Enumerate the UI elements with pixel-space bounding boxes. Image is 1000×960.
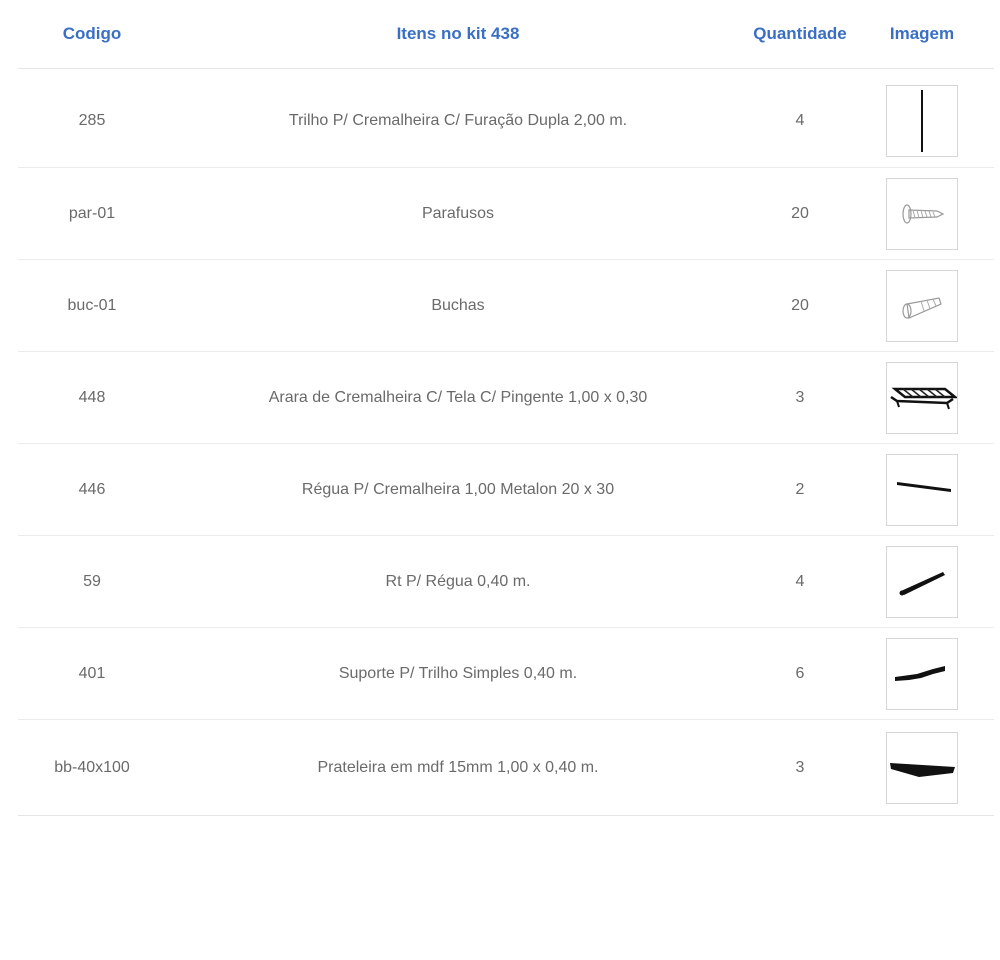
table-row	[18, 352, 994, 444]
bar-bracket-icon[interactable]	[886, 546, 958, 618]
table-row	[18, 444, 994, 536]
row-code: buc-01	[18, 260, 166, 352]
row-quantity: 2	[750, 444, 850, 536]
row-image-cell	[850, 168, 994, 260]
row-code: bb-40x100	[18, 720, 166, 816]
row-item: Rt P/ Régua 0,40 m.	[166, 536, 750, 628]
row-quantity: 3	[750, 720, 850, 816]
table-row	[18, 720, 994, 816]
row-code: 448	[18, 352, 166, 444]
row-image-cell	[850, 75, 994, 168]
row-item: Régua P/ Cremalheira 1,00 Metalon 20 x 30	[166, 444, 750, 536]
row-image-cell	[850, 352, 994, 444]
table-row	[18, 168, 994, 260]
table-row	[18, 628, 994, 720]
row-item: Buchas	[166, 260, 750, 352]
table-row	[18, 75, 994, 168]
row-quantity: 4	[750, 75, 850, 168]
header-items: Itens no kit 438	[166, 0, 750, 69]
row-image-cell	[850, 536, 994, 628]
header-quantity: Quantidade	[750, 0, 850, 69]
screw-icon[interactable]	[886, 178, 958, 250]
rail-icon[interactable]	[886, 85, 958, 157]
shelf-bracket-icon[interactable]	[886, 638, 958, 710]
row-code: par-01	[18, 168, 166, 260]
row-image-cell	[850, 628, 994, 720]
row-quantity: 3	[750, 352, 850, 444]
header-image: Imagem	[850, 0, 994, 69]
kit-items-section	[18, 0, 994, 816]
mdf-shelf-icon[interactable]	[886, 732, 958, 804]
wall-plug-icon[interactable]	[886, 270, 958, 342]
table-row	[18, 536, 994, 628]
row-item: Trilho P/ Cremalheira C/ Furação Dupla 2,00 m.	[166, 75, 750, 168]
table-row	[18, 260, 994, 352]
row-code: 59	[18, 536, 166, 628]
row-image-cell	[850, 260, 994, 352]
row-quantity: 6	[750, 628, 850, 720]
wire-shelf-rack-icon[interactable]	[886, 362, 958, 434]
row-item: Prateleira em mdf 15mm 1,00 x 0,40 m.	[166, 720, 750, 816]
header-code: Codigo	[18, 0, 166, 69]
kit-items-table	[18, 0, 994, 816]
row-code: 285	[18, 75, 166, 168]
row-item: Suporte P/ Trilho Simples 0,40 m.	[166, 628, 750, 720]
row-quantity: 20	[750, 168, 850, 260]
row-image-cell	[850, 720, 994, 816]
row-image-cell	[850, 444, 994, 536]
row-code: 446	[18, 444, 166, 536]
row-code: 401	[18, 628, 166, 720]
table-header-row	[18, 0, 994, 69]
row-item: Parafusos	[166, 168, 750, 260]
row-quantity: 4	[750, 536, 850, 628]
row-quantity: 20	[750, 260, 850, 352]
row-item: Arara de Cremalheira C/ Tela C/ Pingente 1,00 x 0,30	[166, 352, 750, 444]
bar-icon[interactable]	[886, 454, 958, 526]
